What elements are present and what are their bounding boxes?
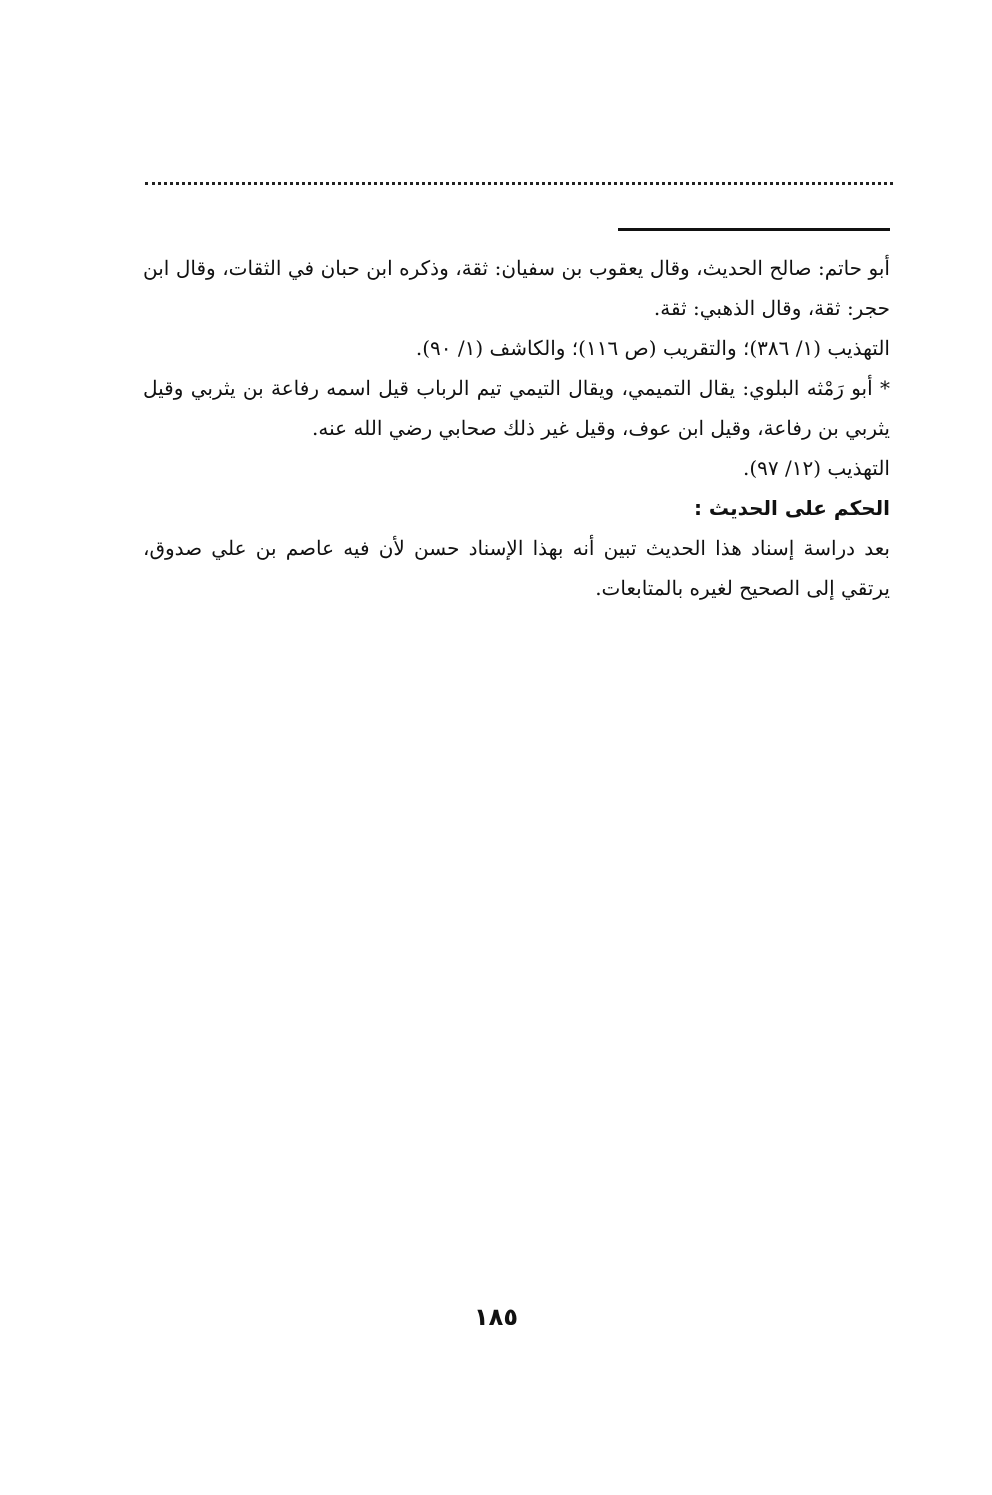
page-number: ١٨٥ [474, 1303, 518, 1331]
footnote-separator [618, 228, 890, 231]
citation-paragraph: التهذيب (١/ ٣٨٦)؛ والتقريب (ص ١١٦)؛ والكاشف (١/ ٩٠). [415, 336, 890, 360]
narrator-biography-paragraph: * أبو رَمْثه البلوي: يقال التميمي، ويقال التيمي تيم الرباب قيل اسمه رفاعة بن يثربي وقيل يثربي بن رفاعة، وقيل ابن عوف، وقيل غير ذلك صحابي رضي الله عنه. [143, 376, 890, 440]
section-heading: الحكم على الحديث : [693, 496, 890, 520]
ruling-paragraph: بعد دراسة إسناد هذا الحديث تبين أنه بهذا الإسناد حسن لأن فيه عاصم بن علي صدوق، يرتقي إلى الصحيح لغيره بالمتابعات. [143, 536, 890, 600]
citation-paragraph: التهذيب (١٢/ ٩٧). [742, 456, 890, 480]
footnote-text-block [143, 248, 890, 608]
narrator-assessment-paragraph: أبو حاتم: صالح الحديث، وقال يعقوب بن سفيان: ثقة، وذكره ابن حبان في الثقات، وقال ابن حجر: ثقة، وقال الذهبي: ثقة. [143, 256, 890, 320]
dotted-separator [145, 182, 893, 185]
